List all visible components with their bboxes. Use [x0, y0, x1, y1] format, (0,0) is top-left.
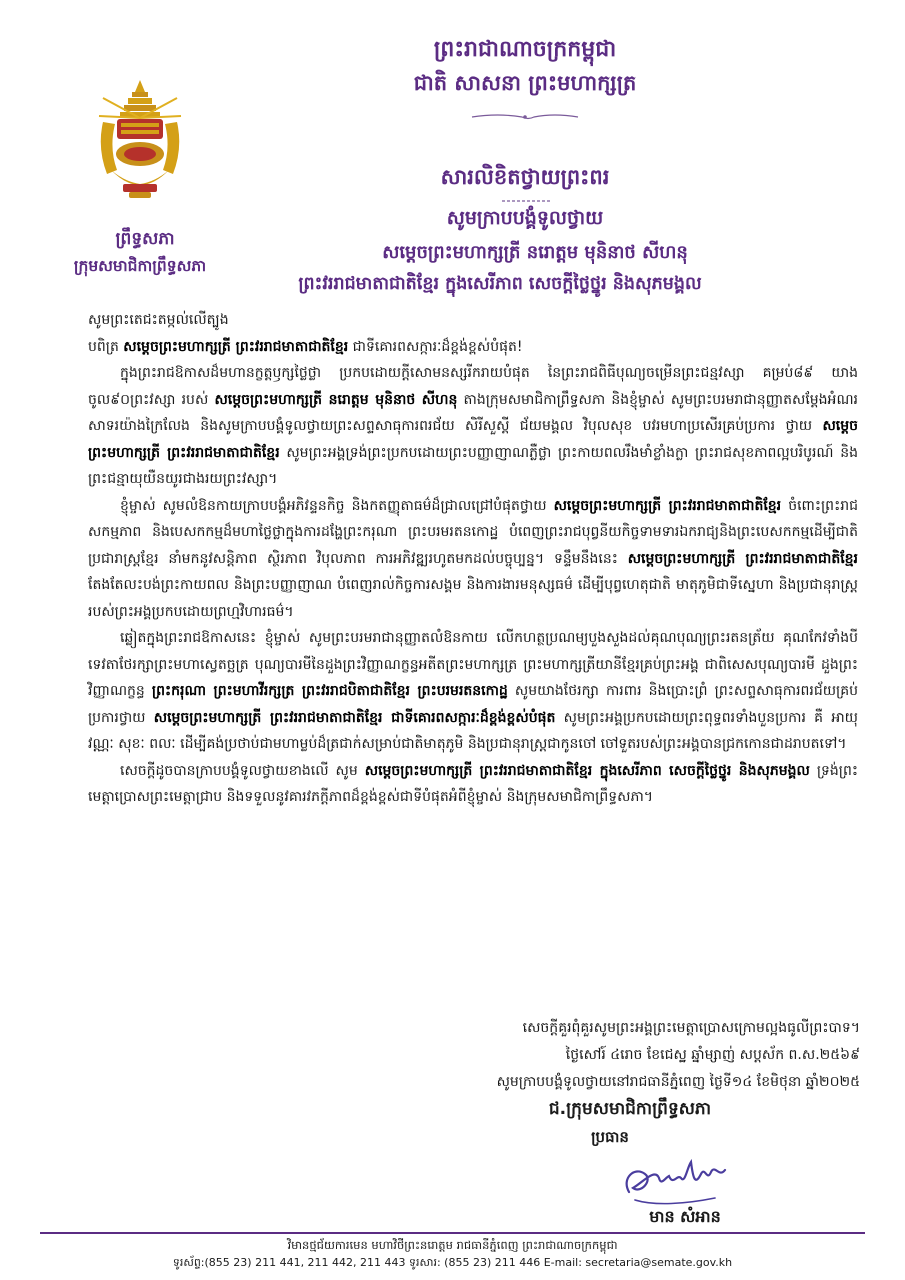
kingdom-heading: ព្រះរាជាណាចក្រកម្ពុជា: [433, 37, 617, 62]
footer-contact: ទូរស័ព្ទ:(855 23) 211 441, 211 442, 211 443 ទូរសារ: (855 23) 211 446 E-mail: secretaria@semate.gov.kh: [172, 1256, 733, 1269]
greeting-post: ជាទីគោរពសក្ការៈដ៏ខ្ពង់ខ្ពស់បំផុត!: [348, 338, 523, 355]
signatory-name: មាន សំអាន: [649, 1207, 721, 1226]
paragraph-2: ខ្ញុំម្ចាស់ សូមលំឱនកាយក្រាបបង្គំអភិវន្ទនកិច្ច និងកតញ្ញុតាធម៌ដ៏ជ្រាលជ្រៅបំផុតថ្វាយ សម្ដេចព្រះមហាក្សត្រី ព្រះវររាជមាតាជាតិខ្មែរ ចំពោះព្រះរាជសកម្មភាព និងបេសកកម្មដ៏មហាថ្លៃថ្លាក្នុងការដង្ហែព្រះករុណា ព្រះបរមរតនកោដ្ឋ បំពេញព្រះរាជបុព្វនីយកិច្ចទាមទារឯករាជ្យនិងព្រះបេសកកម្មដើម្បីជាតិ ប្រជារាស្ត្រខ្មែរ នាំមកនូវសន្តិភាព ស្ថិរភាព វិបុលភាព ការអភិវឌ្ឍរហូតមកដល់បច្ចុប្បន្ន។ ទន្ទឹមនឹងនេះ សម្ដេចព្រះមហាក្សត្រី ព្រះវររាជមាតាជាតិខ្មែរ តែងតែលះបង់ព្រះកាយពល និងព្រះបញ្ញាញាណ បំពេញរាល់កិច្ចការសង្គម និងការងារមនុស្សធម៌ ដើម្បីបុព្វហេតុជាតិ មាតុភូមិជាទីស្នេហា និងប្រជានុរាស្ត្ររបស់ព្រះអង្គប្រកបដោយព្រហ្មវិហារធម៌។: [88, 497, 858, 620]
signatory-organization: ជ.ក្រុមសមាជិកាព្រឹទ្ធសភា: [548, 1099, 712, 1119]
salutation: សូមព្រះតេជះតម្កល់លើត្បូង: [88, 312, 229, 328]
lunar-date: ថ្ងៃសៅរ៍ ៤រោច ខែជេស្ឋ ឆ្នាំម្សាញ់ សប្តស័ក ព.ស.២៥៦៩: [565, 1047, 860, 1063]
closing-line-1: សេចក្ដីគួរពុំគួរសូមព្រះអង្គព្រះមេត្តាប្រោសក្រោមល្អងធូលីព្រះបាទ។: [522, 1020, 860, 1036]
paragraph-4: សេចក្ដីដូចបានក្រាបបង្គំទូលថ្វាយខាងលើ សូម សម្ដេចព្រះមហាក្សត្រី ព្រះវររាជមាតាជាតិខ្មែរ ក្នុងសេរីភាព សេចក្ដីថ្លៃថ្នូរ និងសុភមង្គល ទ្រង់ព្រះមេត្តាប្រោសព្រះមេត្តាជ្រាប និងទទួលនូវគារវភក្ដីភាពដ៏ខ្ពង់ខ្ពស់ជាទីបំផុតអំពីខ្ញុំម្ចាស់ និងក្រុមសមាជិកាព្រឹទ្ធសភា។: [88, 762, 858, 805]
letter-body: [88, 307, 858, 811]
senate-emblem-icon: [95, 78, 185, 200]
national-motto: ជាតិ សាសនា ព្រះមហាក្សត្រ: [413, 71, 637, 95]
signatory-role: ប្រធាន: [591, 1128, 629, 1146]
institution-name: ព្រឹទ្ធសភា: [115, 229, 175, 249]
paragraph-3: ឆ្លៀតក្នុងព្រះរាជឱកាសនេះ ខ្ញុំម្ចាស់ សូមព្រះបរមរាជានុញ្ញាតលំឱនកាយ លើកហត្ថប្រណម្យបួងសួងដល់គុណបុណ្យព្រះរតនត្រ័យ គុណកែវទាំងបី ទេវតាថែរក្សាព្រះមហាស្វេតច្ឆត្រ បុណ្យបារមីនៃដួងព្រះវិញ្ញាណក្ខន្ធអតីតព្រះមហាក្សត្រ ព្រះមហាក្សត្រីយានីខ្មែរគ្រប់ព្រះអង្គ ជាពិសេសបុណ្យបារមី ដួងព្រះវិញ្ញាណក្ខន្ធ ព្រះករុណា ព្រះមហាវីរក្សត្រ ព្រះវររាជបិតាជាតិខ្មែរ ព្រះបរមរតនកោដ្ឋ សូមយាងថែរក្សា ការពារ និងប្រោះព្រំ ព្រះសព្ទសាធុការពរជ័យគ្រប់ប្រការថ្វាយ សម្ដេចព្រះមហាក្សត្រី ព្រះវររាជមាតាជាតិខ្មែរ ជាទីគោរពសក្ការៈដ៏ខ្ពង់ខ្ពស់បំផុត សូមព្រះអង្គប្រកបដោយព្រះពុទ្ធពរទាំងបួនប្រការ គឺ អាយុ វណ្ណៈ សុខៈ ពលៈ ដើម្បីគង់ប្រថាប់ជាមហាម្លប់ដ៏ត្រជាក់សម្រាប់ជាតិមាតុភូមិ និងប្រជានុរាស្ត្រជាកូនចៅ ចៅទួតរបស់ព្រះអង្គបានជ្រកកោនជាដរាបតទៅ។: [88, 630, 858, 752]
title-divider: [500, 198, 552, 204]
address-line-1: សូមក្រាបបង្គំទូលថ្វាយ: [446, 207, 604, 229]
closing-block: [330, 1015, 860, 1096]
place-and-date: សូមក្រាបបង្គំទូលថ្វាយនៅរាជធានីភ្នំពេញ ថ្ងៃទី១៤ ខែមិថុនា ឆ្នាំ២០២៥: [496, 1074, 860, 1090]
footer-divider: [40, 1232, 865, 1234]
greeting-addressee: សម្ដេចព្រះមហាក្សត្រី ព្រះវររាជមាតាជាតិខ្មែរ: [123, 338, 349, 355]
footer-address: វិមានថ្មជ័យការមេន មហាវិថីព្រះនរោត្តម រាជធានីភ្នំពេញ ព្រះរាជាណាចក្រកម្ពុជា: [287, 1238, 618, 1252]
header-ornament: [470, 112, 580, 122]
greeting-pre: បពិត្រ: [88, 338, 124, 355]
paragraph-1: ក្នុងព្រះរាជឱកាសដ៏មហានក្ខត្តឫក្សថ្លៃថ្លា ប្រកបដោយក្ដីសោមនស្សរីករាយបំផុត នៃព្រះរាជពិធីបុណ្យចម្រើនព្រះជន្មវស្សា គម្រប់៨៩ យាងចូល៩០ព្រះវស្សា របស់ សម្ដេចព្រះមហាក្សត្រី នរោត្តម មុនិនាថ សីហនុ តាងក្រុមសមាជិកាព្រឹទ្ធសភា និងខ្ញុំម្ចាស់ សូមព្រះបរមរាជានុញ្ញាតសម្ដែងអំណរសាទរយ៉ាងក្រៃលែង និងសូមក្រាបបង្គំទូលថ្វាយព្រះសព្ទសាធុការពរជ័យ សិរីសួស្ដី ជ័យមង្គល វិបុលសុខ បវរមហាប្រសើរគ្រប់ប្រការ ថ្វាយ សម្ដេចព្រះមហាក្សត្រី ព្រះវររាជមាតាជាតិខ្មែរ សូមព្រះអង្គទ្រង់ព្រះប្រកបដោយព្រះបញ្ញាញាណភ្លឺថ្លា ព្រះកាយពលរឹងមាំខ្លាំងក្លា ព្រះរាជសុខភាពល្អបរិបូរណ៍ និងព្រះជន្មាយុយឺនយូរជាងរយព្រះវស្សា។: [88, 365, 858, 487]
address-line-2: សម្ដេចព្រះមហាក្សត្រី នរោត្តម មុនិនាថ សីហនុ: [382, 242, 688, 263]
greeting: [88, 334, 858, 361]
address-line-3: ព្រះវររាជមាតាជាតិខ្មែរ ក្នុងសេរីភាព សេចក្ដីថ្លៃថ្នូរ និងសុភមង្គល: [298, 274, 702, 294]
institution-subname: ក្រុមសមាជិកាព្រឹទ្ធសភា: [73, 257, 207, 275]
document-title: សារលិខិតថ្វាយព្រះពរ: [440, 165, 610, 189]
